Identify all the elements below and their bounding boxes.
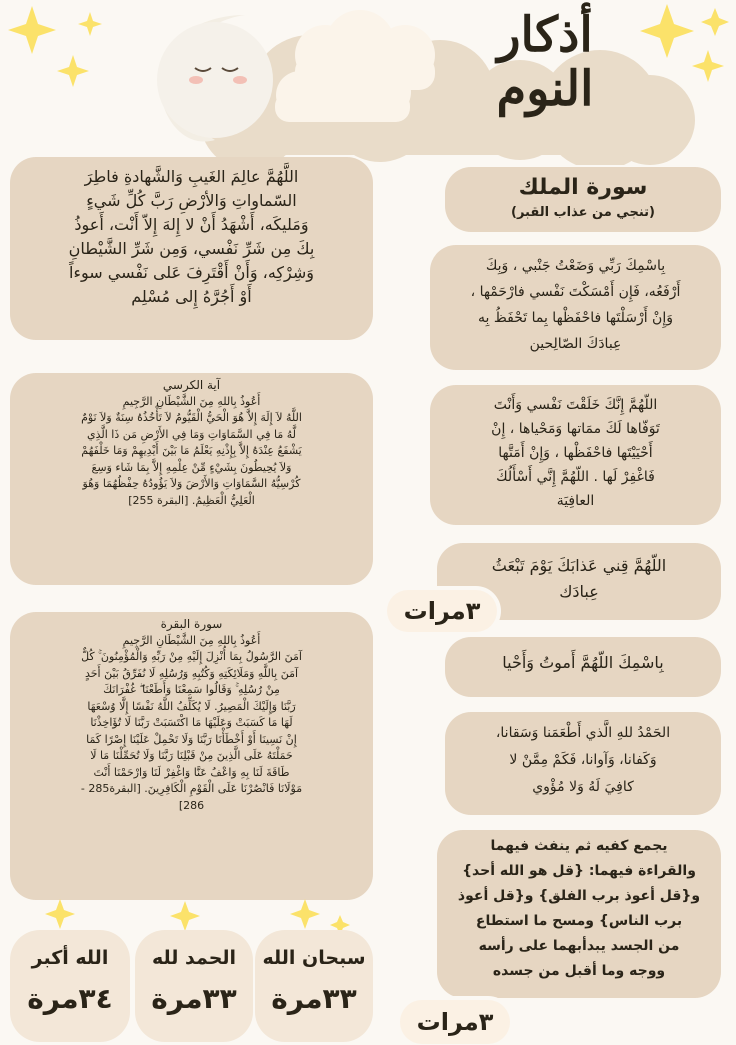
page-title xyxy=(445,8,645,116)
dua-card-alhamdulillah xyxy=(445,712,721,815)
instruction-text: يجمع كفيه ثم ينفث فيهما والقراءة فيهما: {قل هو الله أحد} و{قل أعوذ برب الفلق} و{قل أعوذ برب الناس} ومسح ما استطاع من الجسد يبدأبهما على رأسه ووجه وما أقبل من جسده xyxy=(457,838,701,979)
card-heading: سورة البقرة xyxy=(160,617,223,631)
repeat-badge-1 xyxy=(387,590,497,632)
badge-text: ٣مرات xyxy=(416,1008,494,1036)
card-intro: أَعُوذُ بِاللهِ مِنَ الشَّيْطَانِ الرَّجِيمِ xyxy=(122,633,261,647)
dua-text: اللّهُمَّ قِني عَذابَكَ يَوْمَ تَبْعَثُ عِبادَك xyxy=(491,556,667,601)
dua-text: الحَمْدُ للهِ الَّذي أَطْعَمَنا وَسَقانا، وَكَفانا، وَآوانا، فَكَمْ مِمَّنْ لا كافِيَ لَهُ وَلا مُؤْوي xyxy=(495,725,671,795)
tasbih-count: ٣٤مرة xyxy=(27,982,113,1015)
ayat-alkursi-card xyxy=(10,373,373,585)
dua-card-bismika-rabbi xyxy=(430,245,721,370)
dua-text: اللّهُمَّ إِنَّكَ خَلَقْتَ نَفْسي وَأَنْتَ تَوَفّاها لَكَ ممَاتها وَمَحْياها ، إِنْ أَحْيَيْتَها فاحْفَظْها ، وَإِنْ أَمَتَّها فَاغْفِرْ لَها . اللّهُمَّ إِنَّي أَسْأَلُكَ العافِيَة xyxy=(491,397,660,509)
dua-card-amutu-wa-ahya xyxy=(445,637,721,697)
surat-almulk-card xyxy=(445,167,721,232)
dua-card-alim-alghaib xyxy=(10,157,373,340)
stars-decoration xyxy=(40,895,360,935)
muawwidhat-card xyxy=(437,830,721,998)
mulk-title: سورة الملك xyxy=(518,175,648,200)
tasbih-phrase: الحمد لله xyxy=(151,947,237,969)
tasbih-card-subhanallah xyxy=(255,930,373,1042)
mulk-subtitle: (تنجي من عذاب القبر) xyxy=(511,205,655,220)
dua-text: بِاسْمِكَ رَبِّي وَضَعْتُ جَنْبي ، وَبِكَ أَرْفَعُه، فَإِن أَمْسَكْتَ نَفْسي فارْحَمْها ، وَإِنْ أَرْسَلْتَها فاحْفَظْها بِما تَحْفَظُ بِه عِبادَكَ الصّالِحين xyxy=(470,258,681,352)
tasbih-phrase: الله أكبر xyxy=(31,947,109,969)
card-heading: آية الكرسي xyxy=(162,378,221,392)
ayah-text: آمَنَ الرَّسُولُ بِمَا أُنْزِلَ إِلَيْهِ مِنْ رَبِّهِ وَالْمُؤْمِنُونَ ۚ كُلٌّ آمَنَ بِاللَّهِ وَمَلَائِكَتِهِ وَكُتُبِهِ وَرُسُلِهِ لَا نُفَرِّقُ بَيْنَ أَحَدٍ مِنْ رُسُلِهِ ۚ وَقَالُوا سَمِعْنَا وَأَطَعْنَا ۖ غُفْرَانَكَ رَبَّنَا وَإِلَيْكَ الْمَصِيرُ. لَا يُكَلِّفُ اللَّهُ نَفْسًا إِلَّا وُسْعَهَا لَهَا مَا كَسَبَتْ وَعَلَيْهَا مَا اكْتَسَبَتْ رَبَّنَا لَا تُؤَاخِذْنَا إِنْ نَسِينَا أَوْ أَخْطَأْنَا رَبَّنَا وَلَا تَحْمِلْ عَلَيْنَا إِصْرًا كَمَا حَمَلْتَهُ عَلَى الَّذِينَ مِنْ قَبْلِنَا رَبَّنَا وَلَا تُحَمِّلْنَا مَا لَا طَاقَةَ لَنَا بِهِ وَاعْفُ عَنَّا وَاغْفِرْ لَنَا وَارْحَمْنَا أَنْتَ مَوْلَانَا فَانْصُرْنَا عَلَى الْقَوْمِ الْكَافِرِينَ. [البقرة285 - 286] xyxy=(80,650,303,812)
ayah-text: اللَّهُ لاَ إِلَهَ إِلاَّ هُوَ الْحَيُّ الْقَيُّومُ لاَ تَأْخُذُهُ سِنَةٌ وَلاَ نَوْمٌ لَّهُ مَا فِي السَّمَاوَاتِ وَمَا فِي الأَرْضِ مَن ذَا الَّذِي يَشْفَعُ عِنْدَهُ إِلاَّ بِإِذْنِهِ يَعْلَمُ مَا بَيْنَ أَيْدِيهِمْ وَمَا خَلْفَهُمْ وَلاَ يُحِيطُونَ بِشَيْءٍ مِّنْ عِلْمِهِ إِلاَّ بِمَا شَاء وَسِعَ كُرْسِيُّهُ السَّمَاوَاتِ وَالأَرْضَ وَلاَ يَؤُودُهُ حِفْظُهُمَا وَهُوَ الْعَلِيُّ الْعَظِيمُ. [البقرة 255] xyxy=(81,411,302,507)
badge-text: ٣مرات xyxy=(403,597,481,625)
dua-text: اللَّهُمَّ عالِمَ الغَيبِ وَالشَّهادةِ فاطِرَ السّماواتِ وَالأرْضِ رَبَّ كُلِّ شَيءٍ وَمَليكَه، أَشْهَدُ أَنْ لا إِلهَ إِلاّ أَنْت، أَعوذُ بِكَ مِن شَرِّ نَفْسي، وَمِن شَرِّ الشَّيْطانِ وَشِرْكِه، وَأَنْ أَقْتَرِفَ عَلى نَفْسي سوءاً أَوْ أَجُرَّهُ إِلى مُسْلِم xyxy=(68,167,315,306)
tasbih-phrase: سبحان الله xyxy=(262,947,366,969)
tasbih-card-allahuakbar xyxy=(10,930,130,1042)
tasbih-count: ٣٣مرة xyxy=(271,982,357,1015)
title-line-2: النوم xyxy=(496,61,594,117)
dua-card-innaka-khalaqta xyxy=(430,385,721,525)
repeat-badge-2 xyxy=(400,1000,510,1044)
dua-text: بِاسْمِكَ اللّهُمَّ أَموتُ وَأَحْيا xyxy=(502,653,664,672)
tasbih-card-alhamdulillah xyxy=(135,930,253,1042)
card-intro: أَعُوذُ بِاللهِ مِنَ الشَّيْطَانِ الرَّجِيمِ xyxy=(122,394,261,408)
surat-albaqara-card xyxy=(10,612,373,900)
tasbih-count: ٣٣مرة xyxy=(151,982,237,1015)
title-line-1: أذكار xyxy=(497,7,593,63)
